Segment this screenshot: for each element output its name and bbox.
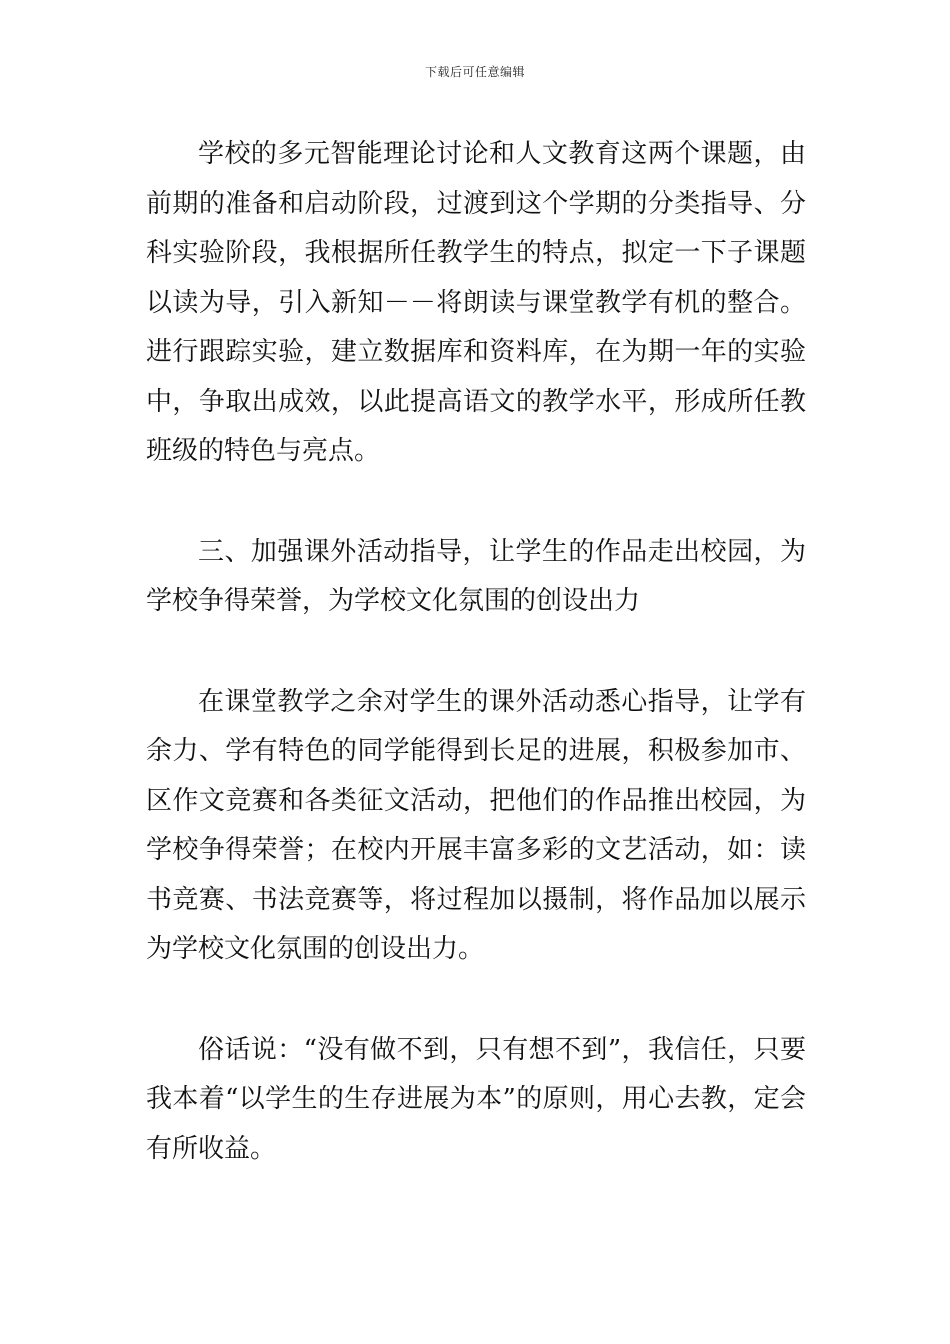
paragraph-research-topics: 学校的多元智能理论讨论和人文教育这两个课题，由前期的准备和启动阶段，过渡到这个学期的分类指导、分科实验阶段，我根据所任教学生的特点，拟定一下子课题以读为导，引入新知－－将朗读与课堂教学有机的整合。进行跟踪实验，建立数据库和资料库，在为期一年的实验中，争取出成效，以此提高语文的教学水平，形成所任教班级的特色与亮点。: [146, 139, 806, 466]
section-heading-extracurricular: 三、加强课外活动指导，让学生的作品走出校园，为学校争得荣誉，为学校文化氛围的创设出力: [146, 536, 806, 616]
document-body: [146, 130, 806, 1174]
page-header-note: 下载后可任意编辑: [424, 65, 525, 79]
paragraph-extracurricular-guidance: 在课堂教学之余对学生的课外活动悉心指导，让学有余力、学有特色的同学能得到长足的进展，积极参加市、区作文竞赛和各类征文活动，把他们的作品推出校园，为学校争得荣誉；在校内开展丰富多彩的文艺活动，如：读书竞赛、书法竞赛等，将过程加以摄制，将作品加以展示为学校文化氛围的创设出力。: [146, 686, 806, 964]
paragraph-closing-saying: 俗话说：“没有做不到，只有想不到”，我信任，只要我本着“以学生的生存进展为本”的原则，用心去教，定会有所收益。: [146, 1034, 806, 1164]
